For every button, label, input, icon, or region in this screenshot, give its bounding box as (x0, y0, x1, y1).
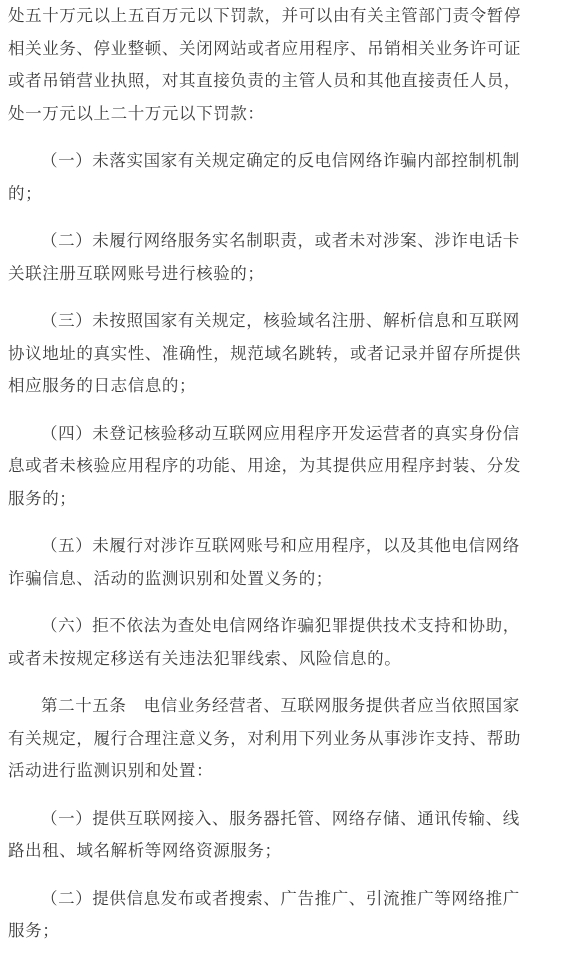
paragraph (8, 690, 562, 788)
paragraph (8, 610, 562, 675)
text-line: （六）拒不依法为查处电信网络诈骗犯罪提供技术支持和协助， (41, 616, 520, 635)
text-line: 处五十万元以上五百万元以下罚款，并可以由有关主管部门责令暂停 (8, 6, 521, 25)
text-line: 活动进行监测识别和处置： (8, 761, 214, 780)
paragraph (8, 418, 562, 516)
text-line: （四）未登记核验移动互联网应用程序开发运营者的真实身份信 (41, 423, 520, 443)
text-line: 处一万元以上二十万元以下罚款： (8, 103, 265, 123)
paragraph (8, 225, 562, 290)
paragraph (8, 883, 562, 948)
paragraph (8, 305, 562, 403)
text-line: （二）提供信息发布或者搜索、广告推广、引流推广等网络推广 (41, 888, 520, 908)
text-line: 路出租、域名解析等网络资源服务； (8, 841, 282, 860)
text-line: 第二十五条 电信业务经营者、互联网服务提供者应当依照国家 (41, 696, 520, 715)
text-line: 服务的； (8, 488, 77, 508)
paragraph (8, 530, 562, 595)
text-line: 的； (8, 183, 43, 203)
text-line: 关联注册互联网账号进行核验的； (8, 263, 265, 283)
text-line: （一）未落实国家有关规定确定的反电信网络诈骗内部控制机制 (41, 151, 520, 170)
text-line: （二）未履行网络服务实名制职责，或者未对涉案、涉诈电话卡 (41, 231, 520, 250)
document-body (8, 0, 562, 948)
text-line: 息或者未核验应用程序的功能、用途，为其提供应用程序封装、分发 (8, 456, 521, 475)
text-line: 或者未按规定移送有关违法犯罪线索、风险信息的。 (8, 648, 402, 668)
text-line: 协议地址的真实性、准确性，规范域名跳转，或者记录并留存所提供 (8, 343, 521, 363)
text-line: 相关业务、停业整顿、关闭网站或者应用程序、吊销相关业务许可证 (8, 38, 521, 58)
paragraph (8, 0, 562, 130)
text-line: 相应服务的日志信息的； (8, 376, 197, 395)
paragraph (8, 145, 562, 210)
text-line: （五）未履行对涉诈互联网账号和应用程序，以及其他电信网络 (41, 536, 520, 555)
text-line: 有关规定，履行合理注意义务，对利用下列业务从事涉诈支持、帮助 (8, 728, 521, 748)
text-line: （三）未按照国家有关规定，核验域名注册、解析信息和互联网 (41, 311, 520, 330)
text-line: 服务； (8, 921, 60, 940)
text-line: （一）提供互联网接入、服务器托管、网络存储、通讯传输、线 (41, 808, 520, 828)
text-line: 诈骗信息、活动的监测识别和处置义务的； (8, 568, 333, 588)
paragraph (8, 803, 562, 868)
text-line: 或者吊销营业执照，对其直接负责的主管人员和其他直接责任人员， (8, 71, 521, 90)
